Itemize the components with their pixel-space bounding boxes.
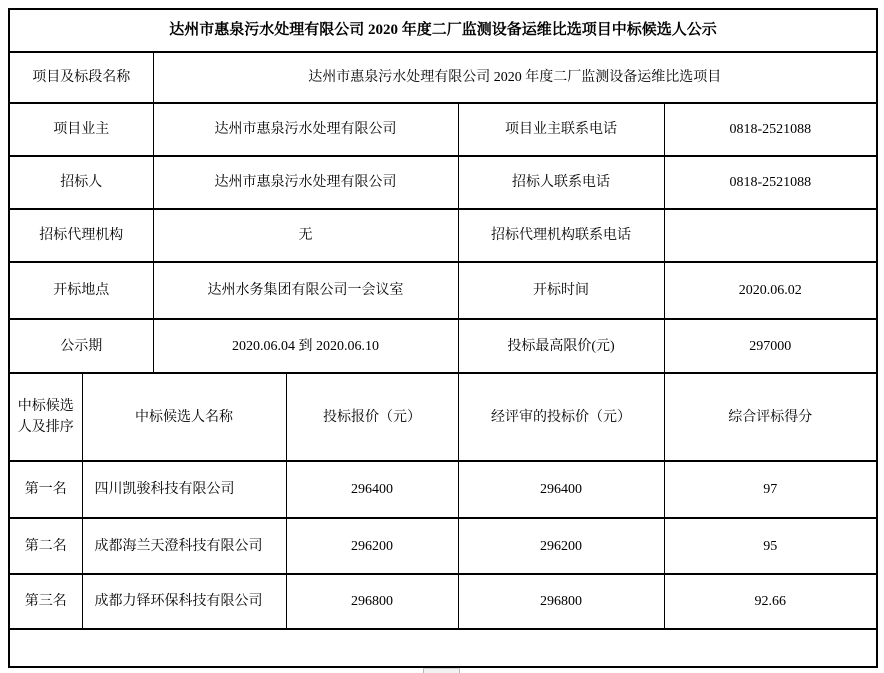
candidate-2-score: 95 bbox=[664, 518, 877, 574]
page-title: 达州市惠泉污水处理有限公司 2020 年度二厂监测设备运维比选项目中标候选人公示 bbox=[169, 22, 717, 39]
max-price-value: 297000 bbox=[664, 319, 877, 373]
tenderee-phone-label: 招标人联系电话 bbox=[458, 156, 664, 209]
info-row-agency bbox=[9, 209, 877, 262]
candidate-1-score: 97 bbox=[664, 461, 877, 518]
opening-time-value: 2020.06.02 bbox=[664, 262, 877, 319]
candidate-2-evaluated-price: 296200 bbox=[458, 518, 664, 574]
header-bid-price: 投标报价（元） bbox=[286, 373, 458, 461]
opening-place-value: 达州水务集团有限公司一会议室 bbox=[153, 262, 458, 319]
candidate-3-rank: 第三名 bbox=[9, 574, 82, 629]
bid-announcement-table bbox=[8, 8, 878, 668]
empty-row bbox=[9, 629, 877, 667]
owner-value: 达州市惠泉污水处理有限公司 bbox=[153, 103, 458, 156]
owner-phone-value: 0818-2521088 bbox=[664, 103, 877, 156]
publicity-period-value: 2020.06.04 到 2020.06.10 bbox=[153, 319, 458, 373]
candidates-header-row bbox=[9, 373, 877, 461]
owner-label: 项目业主 bbox=[9, 103, 153, 156]
info-row-tenderee bbox=[9, 156, 877, 209]
candidate-row-1 bbox=[9, 461, 877, 518]
candidate-1-rank: 第一名 bbox=[9, 461, 82, 518]
agency-phone-label: 招标代理机构联系电话 bbox=[458, 209, 664, 262]
tenderee-value: 达州市惠泉污水处理有限公司 bbox=[153, 156, 458, 209]
header-score: 综合评标得分 bbox=[664, 373, 877, 461]
candidate-1-evaluated-price: 296400 bbox=[458, 461, 664, 518]
page-divider-tab bbox=[423, 668, 460, 673]
project-name-label: 项目及标段名称 bbox=[9, 52, 153, 103]
agency-value: 无 bbox=[153, 209, 458, 262]
header-evaluated-price: 经评审的投标价（元） bbox=[458, 373, 664, 461]
max-price-label: 投标最高限价(元) bbox=[458, 319, 664, 373]
candidate-2-name: 成都海兰天澄科技有限公司 bbox=[82, 518, 286, 574]
candidate-2-rank: 第二名 bbox=[9, 518, 82, 574]
tenderee-phone-value: 0818-2521088 bbox=[664, 156, 877, 209]
agency-label: 招标代理机构 bbox=[9, 209, 153, 262]
agency-phone-value bbox=[664, 209, 877, 262]
header-name: 中标候选人名称 bbox=[82, 373, 286, 461]
header-rank: 中标候选人及排序 bbox=[9, 373, 82, 461]
candidate-1-name: 四川凯骏科技有限公司 bbox=[82, 461, 286, 518]
candidate-1-bid-price: 296400 bbox=[286, 461, 458, 518]
opening-place-label: 开标地点 bbox=[9, 262, 153, 319]
candidate-row-3 bbox=[9, 574, 877, 629]
info-row-opening bbox=[9, 262, 877, 319]
candidate-3-name: 成都力铎环保科技有限公司 bbox=[82, 574, 286, 629]
info-row-owner bbox=[9, 103, 877, 156]
candidate-row-2 bbox=[9, 518, 877, 574]
publicity-period-label: 公示期 bbox=[9, 319, 153, 373]
candidate-3-evaluated-price: 296800 bbox=[458, 574, 664, 629]
candidate-3-score: 92.66 bbox=[664, 574, 877, 629]
owner-phone-label: 项目业主联系电话 bbox=[458, 103, 664, 156]
project-name-value: 达州市惠泉污水处理有限公司 2020 年度二厂监测设备运维比选项目 bbox=[153, 52, 877, 103]
opening-time-label: 开标时间 bbox=[458, 262, 664, 319]
candidate-2-bid-price: 296200 bbox=[286, 518, 458, 574]
project-name-row bbox=[9, 52, 877, 103]
title-row bbox=[9, 9, 877, 52]
info-row-publicity bbox=[9, 319, 877, 373]
tenderee-label: 招标人 bbox=[9, 156, 153, 209]
empty-cell bbox=[9, 629, 877, 667]
candidate-3-bid-price: 296800 bbox=[286, 574, 458, 629]
